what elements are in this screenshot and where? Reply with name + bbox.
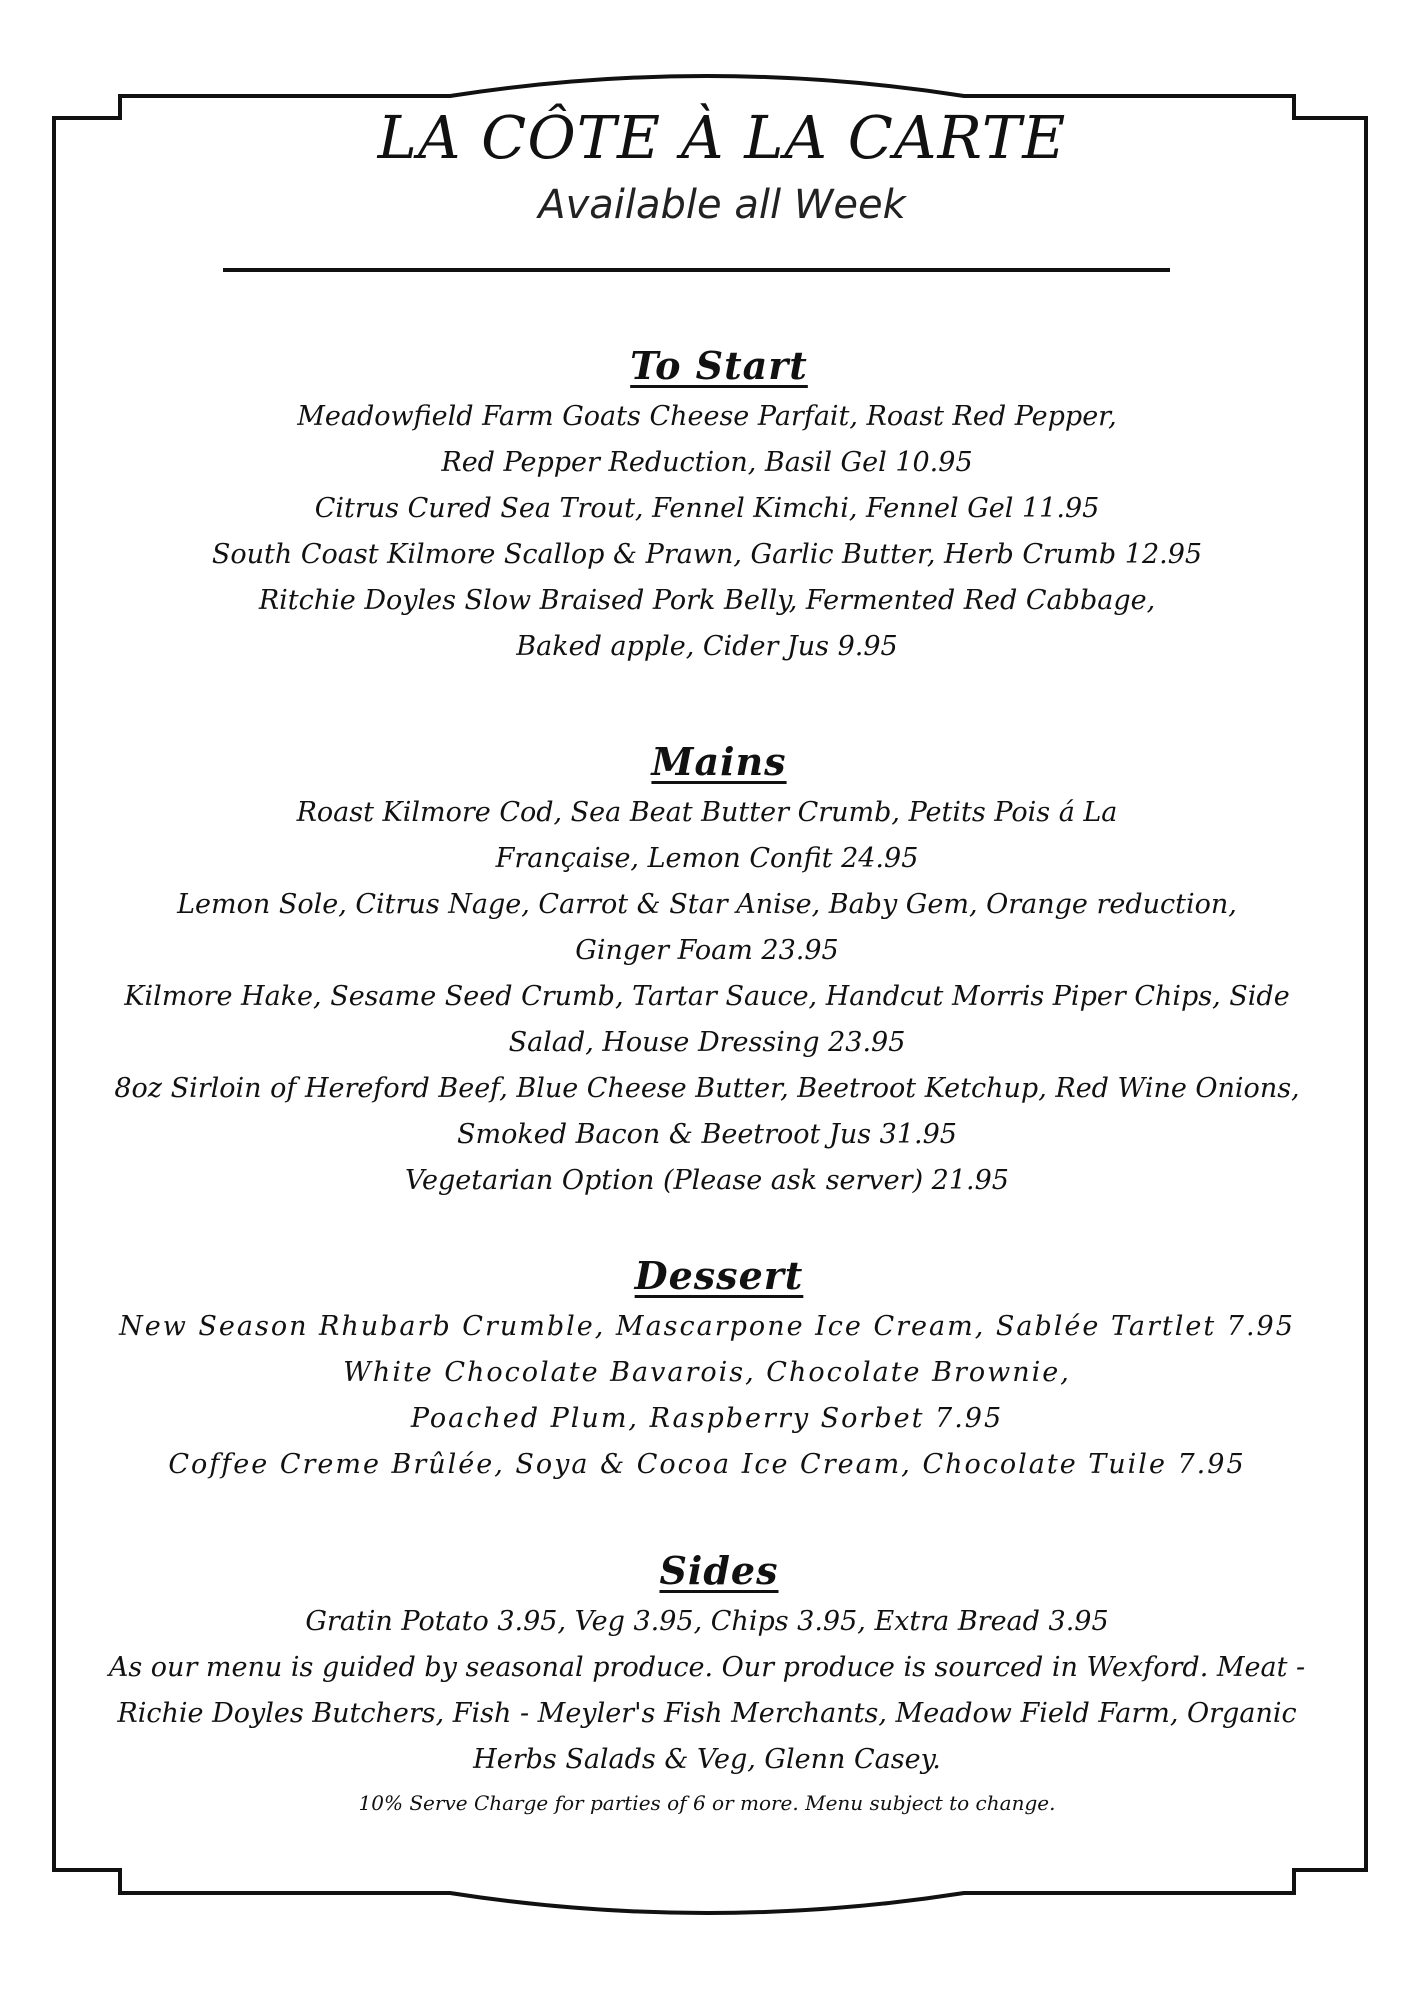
- menu-item: Meadowfield Farm Goats Cheese Parfait, Roast Red Pepper, Red Pepper Reduction, Basil Gel 10.95: [297, 401, 1117, 478]
- sourcing-note: As our menu is guided by seasonal produce. Our produce is sourced in Wexford. Meat - Richie Doyles Butchers, Fish - Meyler's Fish Merchants, Meadow Field Farm, Organic Herbs Salads & Veg, Glenn Casey.: [108, 1652, 1306, 1775]
- dessert-item-list: [80, 1304, 1334, 1488]
- section-to-start: [80, 340, 1334, 670]
- menu-item: South Coast Kilmore Scallop & Prawn, Garlic Butter, Herb Crumb 12.95: [211, 539, 1203, 570]
- to-start-item-list: [80, 394, 1334, 670]
- title-divider: [223, 268, 1170, 272]
- section-dessert: [80, 1250, 1334, 1488]
- sides-item-list: [80, 1599, 1334, 1645]
- menu-item: Ritchie Doyles Slow Braised Pork Belly, Fermented Red Cabbage, Baked apple, Cider Jus 9.95: [258, 585, 1156, 662]
- section-mains: [80, 736, 1334, 1204]
- menu-item: Vegetarian Option (Please ask server) 21.95: [405, 1165, 1009, 1196]
- section-heading-to-start: To Start: [630, 343, 808, 388]
- menu-item: Citrus Cured Sea Trout, Fennel Kimchi, Fennel Gel 11.95: [314, 493, 1100, 524]
- menu-subtitle: Available all Week: [538, 182, 906, 228]
- menu-item: Coffee Creme Brûlée, Soya & Cocoa Ice Cream, Chocolate Tuile 7.95: [168, 1449, 1246, 1480]
- section-heading-sides: Sides: [659, 1548, 779, 1593]
- menu-page: [80, 100, 1334, 1890]
- menu-item: 8oz Sirloin of Hereford Beef, Blue Cheese Butter, Beetroot Ketchup, Red Wine Onions, Smoked Bacon & Beetroot Jus 31.95: [114, 1073, 1300, 1150]
- menu-item: Lemon Sole, Citrus Nage, Carrot & Star Anise, Baby Gem, Orange reduction, Ginger Foam 23.95: [177, 889, 1237, 966]
- service-charge-note: 10% Serve Charge for parties of 6 or more. Menu subject to change.: [358, 1791, 1056, 1815]
- menu-item: Gratin Potato 3.95, Veg 3.95, Chips 3.95, Extra Bread 3.95: [305, 1606, 1109, 1637]
- section-heading-dessert: Dessert: [634, 1253, 804, 1298]
- section-heading-mains: Mains: [651, 739, 787, 784]
- menu-item: White Chocolate Bavarois, Chocolate Brownie, Poached Plum, Raspberry Sorbet 7.95: [343, 1357, 1071, 1434]
- menu-item: Roast Kilmore Cod, Sea Beat Butter Crumb, Petits Pois á La Française, Lemon Confit 24.95: [296, 797, 1118, 874]
- menu-item: New Season Rhubarb Crumble, Mascarpone Ice Cream, Sablée Tartlet 7.95: [119, 1311, 1295, 1342]
- menu-item: Kilmore Hake, Sesame Seed Crumb, Tartar Sauce, Handcut Morris Piper Chips, Side Salad, House Dressing 23.95: [124, 981, 1290, 1058]
- menu-title: LA CÔTE À LA CARTE: [377, 103, 1067, 172]
- mains-item-list: [80, 790, 1334, 1204]
- section-sides: [80, 1545, 1334, 1823]
